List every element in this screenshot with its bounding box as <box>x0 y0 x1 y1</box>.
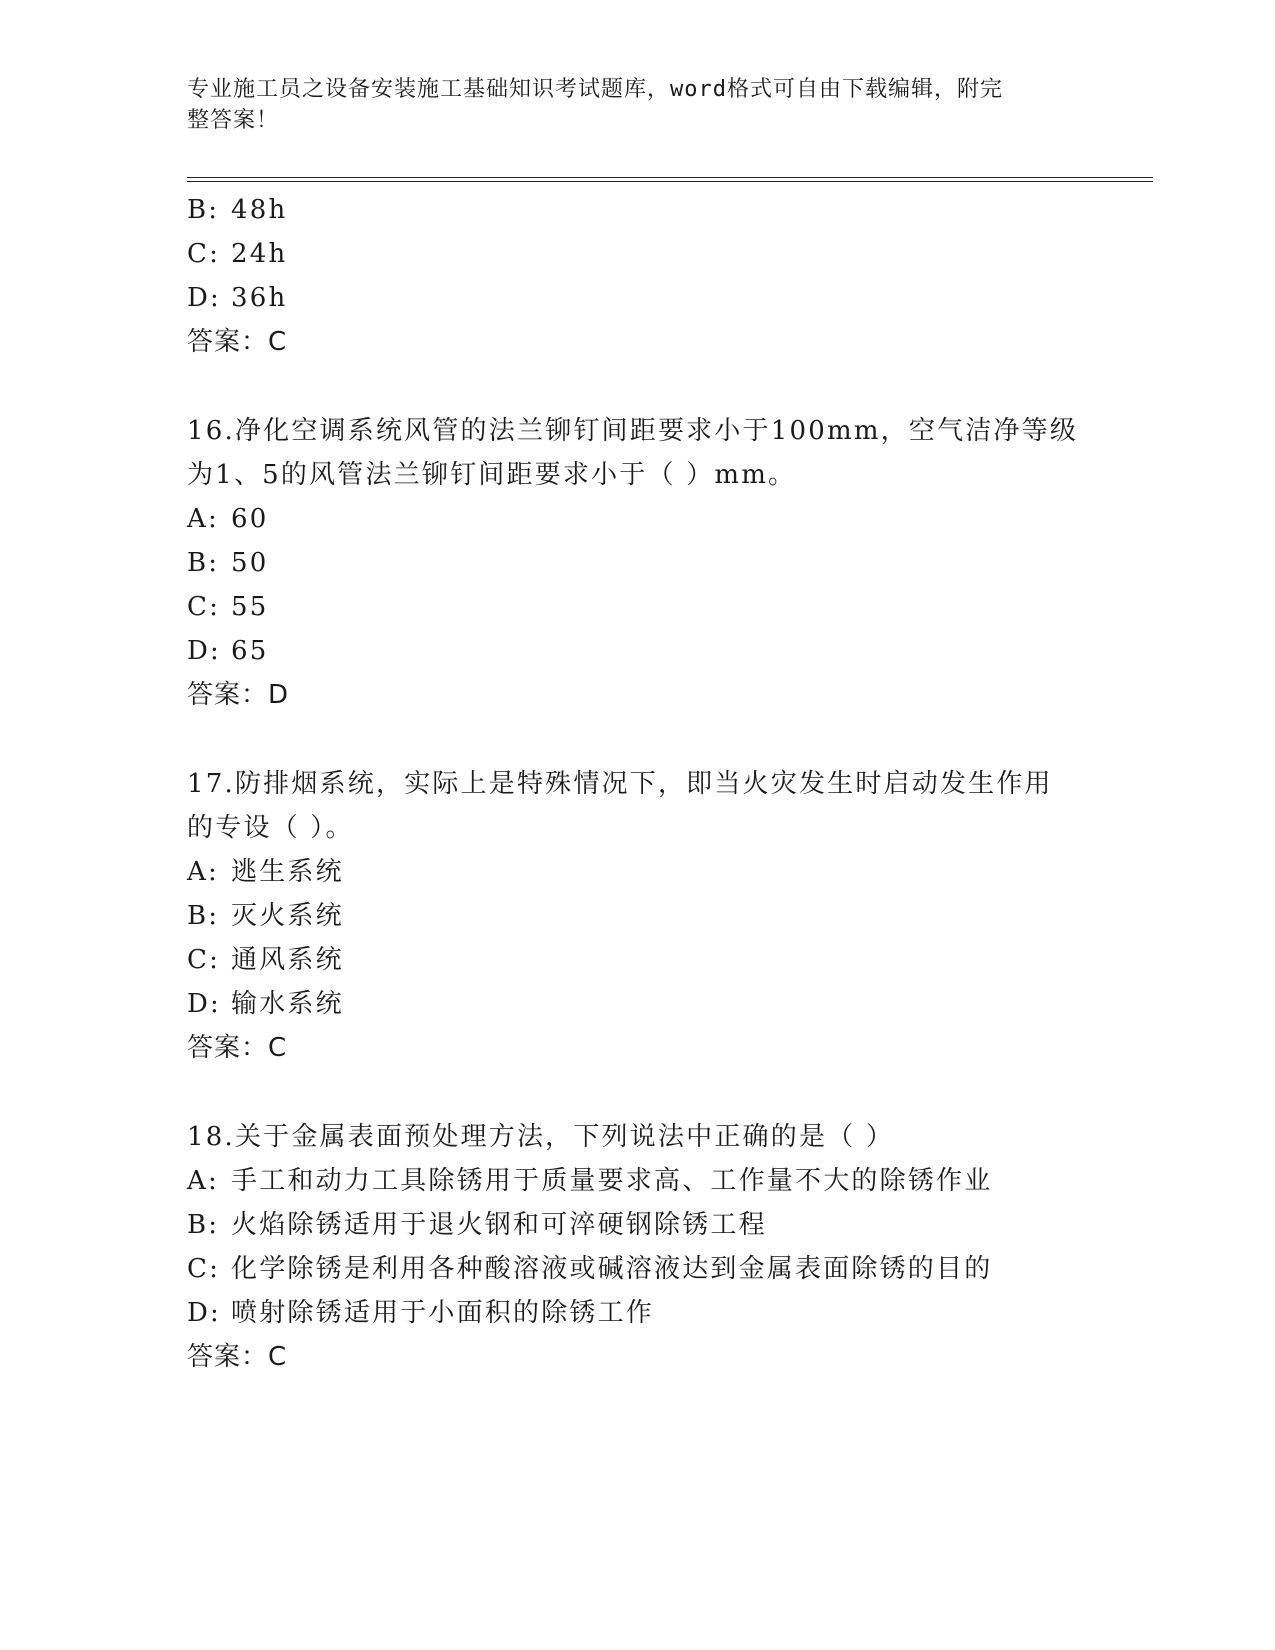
header-title-line-1: 专业施工员之设备安装施工基础知识考试题库，word格式可自由下载编辑，附完 <box>187 77 1003 102</box>
q17-stem-line-1: 17.防排烟系统，实际上是特殊情况下，即当火灾发生时启动发生作用 <box>187 769 1053 799</box>
q18-option-d: D: 喷射除锈适用于小面积的除锈工作 <box>187 1298 655 1328</box>
q16-option-c: C: 55 <box>187 592 269 622</box>
q17-stem-line-2: 的专设（ ）。 <box>187 813 354 843</box>
q18-stem-line-1: 18.关于金属表面预处理方法，下列说法中正确的是（ ） <box>187 1122 895 1152</box>
q15-answer: 答案：C <box>187 327 288 357</box>
q17-option-d: D: 输水系统 <box>187 989 344 1019</box>
q17-option-a: A: 逃生系统 <box>187 857 344 887</box>
q16-stem-line-2: 为1、5的风管法兰铆钉间距要求小于（ ）mm。 <box>187 460 797 490</box>
q15-option-b: B: 48h <box>187 195 288 225</box>
q17-option-c: C: 通风系统 <box>187 945 344 975</box>
q17-option-b: B: 灭火系统 <box>187 901 344 931</box>
q18-option-a: A: 手工和动力工具除锈用于质量要求高、工作量不大的除锈作业 <box>187 1166 993 1196</box>
q16-option-a: A: 60 <box>187 504 269 534</box>
q16-option-d: D: 65 <box>187 636 269 666</box>
page-header <box>187 74 1067 136</box>
header-divider-bottom <box>187 181 1153 182</box>
q18-answer: 答案：C <box>187 1342 288 1372</box>
q18-option-c: C: 化学除锈是利用各种酸溶液或碱溶液达到金属表面除锈的目的 <box>187 1254 993 1284</box>
q17-answer: 答案：C <box>187 1033 288 1063</box>
q16-option-b: B: 50 <box>187 548 269 578</box>
header-title-line-2: 整答案！ <box>187 108 280 133</box>
header-divider-top <box>187 177 1153 178</box>
q16-stem-line-1: 16.净化空调系统风管的法兰铆钉间距要求小于100mm，空气洁净等级 <box>187 416 1079 446</box>
q15-option-c: C: 24h <box>187 239 288 269</box>
q15-option-d: D: 36h <box>187 283 288 313</box>
q18-option-b: B: 火焰除锈适用于退火钢和可淬硬钢除锈工程 <box>187 1210 767 1240</box>
q16-answer: 答案：D <box>187 680 290 710</box>
